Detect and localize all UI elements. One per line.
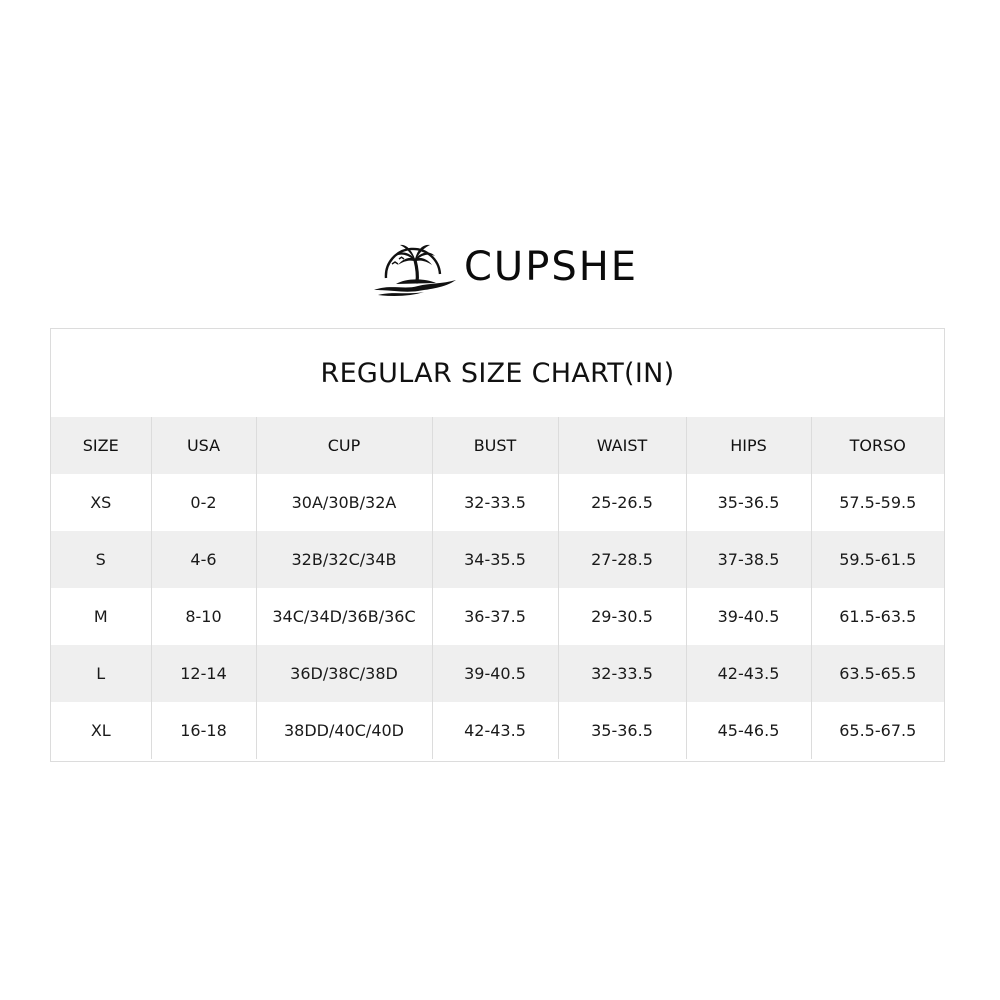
cell-bust: 34-35.5 — [432, 531, 558, 588]
cell-usa: 16-18 — [151, 702, 256, 759]
cell-hips: 45-46.5 — [686, 702, 811, 759]
cell-size: XS — [90, 493, 112, 512]
cell-size: L — [96, 664, 106, 683]
cell-hips: 42-43.5 — [686, 645, 811, 702]
cell-size: XL — [90, 721, 111, 740]
chart-title: REGULAR SIZE CHART(IN) — [320, 357, 675, 389]
column-header-bust: BUST — [432, 417, 558, 474]
size-table — [51, 417, 944, 759]
column-header-hips: HIPS — [686, 417, 811, 474]
cell-waist: 27-28.5 — [558, 531, 686, 588]
table-row — [51, 531, 944, 588]
cell-cup: 30A/30B/32A — [256, 474, 432, 531]
cell-bust: 32-33.5 — [432, 474, 558, 531]
column-header-usa: USA — [151, 417, 256, 474]
cell-torso: 63.5-65.5 — [811, 645, 944, 702]
cell-bust: 39-40.5 — [432, 645, 558, 702]
cell-hips: 39-40.5 — [686, 588, 811, 645]
column-header-torso: TORSO — [811, 417, 944, 474]
table-row — [51, 474, 944, 531]
cell-bust: 36-37.5 — [432, 588, 558, 645]
cell-usa: 12-14 — [151, 645, 256, 702]
cell-waist: 29-30.5 — [558, 588, 686, 645]
cell-torso: 65.5-67.5 — [811, 702, 944, 759]
cell-cup: 32B/32C/34B — [256, 531, 432, 588]
palm-island-sun-icon — [372, 234, 458, 298]
cell-cup: 34C/34D/36B/36C — [256, 588, 432, 645]
column-header-size: SIZE — [82, 436, 119, 455]
cell-size: M — [93, 607, 108, 626]
cell-usa: 0-2 — [151, 474, 256, 531]
cell-size: S — [95, 550, 106, 569]
cell-bust: 42-43.5 — [432, 702, 558, 759]
brand-logo — [372, 234, 638, 298]
column-header-cup: CUP — [256, 417, 432, 474]
table-row — [51, 702, 944, 759]
brand-name: CUPSHE — [464, 244, 639, 290]
cell-waist: 32-33.5 — [558, 645, 686, 702]
table-row — [51, 588, 944, 645]
cell-hips: 37-38.5 — [686, 531, 811, 588]
cell-usa: 4-6 — [151, 531, 256, 588]
cell-torso: 59.5-61.5 — [811, 531, 944, 588]
cell-torso: 57.5-59.5 — [811, 474, 944, 531]
column-header-waist: WAIST — [558, 417, 686, 474]
cell-waist: 25-26.5 — [558, 474, 686, 531]
cell-torso: 61.5-63.5 — [811, 588, 944, 645]
size-chart — [50, 328, 945, 762]
cell-usa: 8-10 — [151, 588, 256, 645]
cell-cup: 36D/38C/38D — [256, 645, 432, 702]
cell-cup: 38DD/40C/40D — [256, 702, 432, 759]
cell-waist: 35-36.5 — [558, 702, 686, 759]
table-header-row — [51, 417, 944, 474]
table-row — [51, 645, 944, 702]
cell-hips: 35-36.5 — [686, 474, 811, 531]
